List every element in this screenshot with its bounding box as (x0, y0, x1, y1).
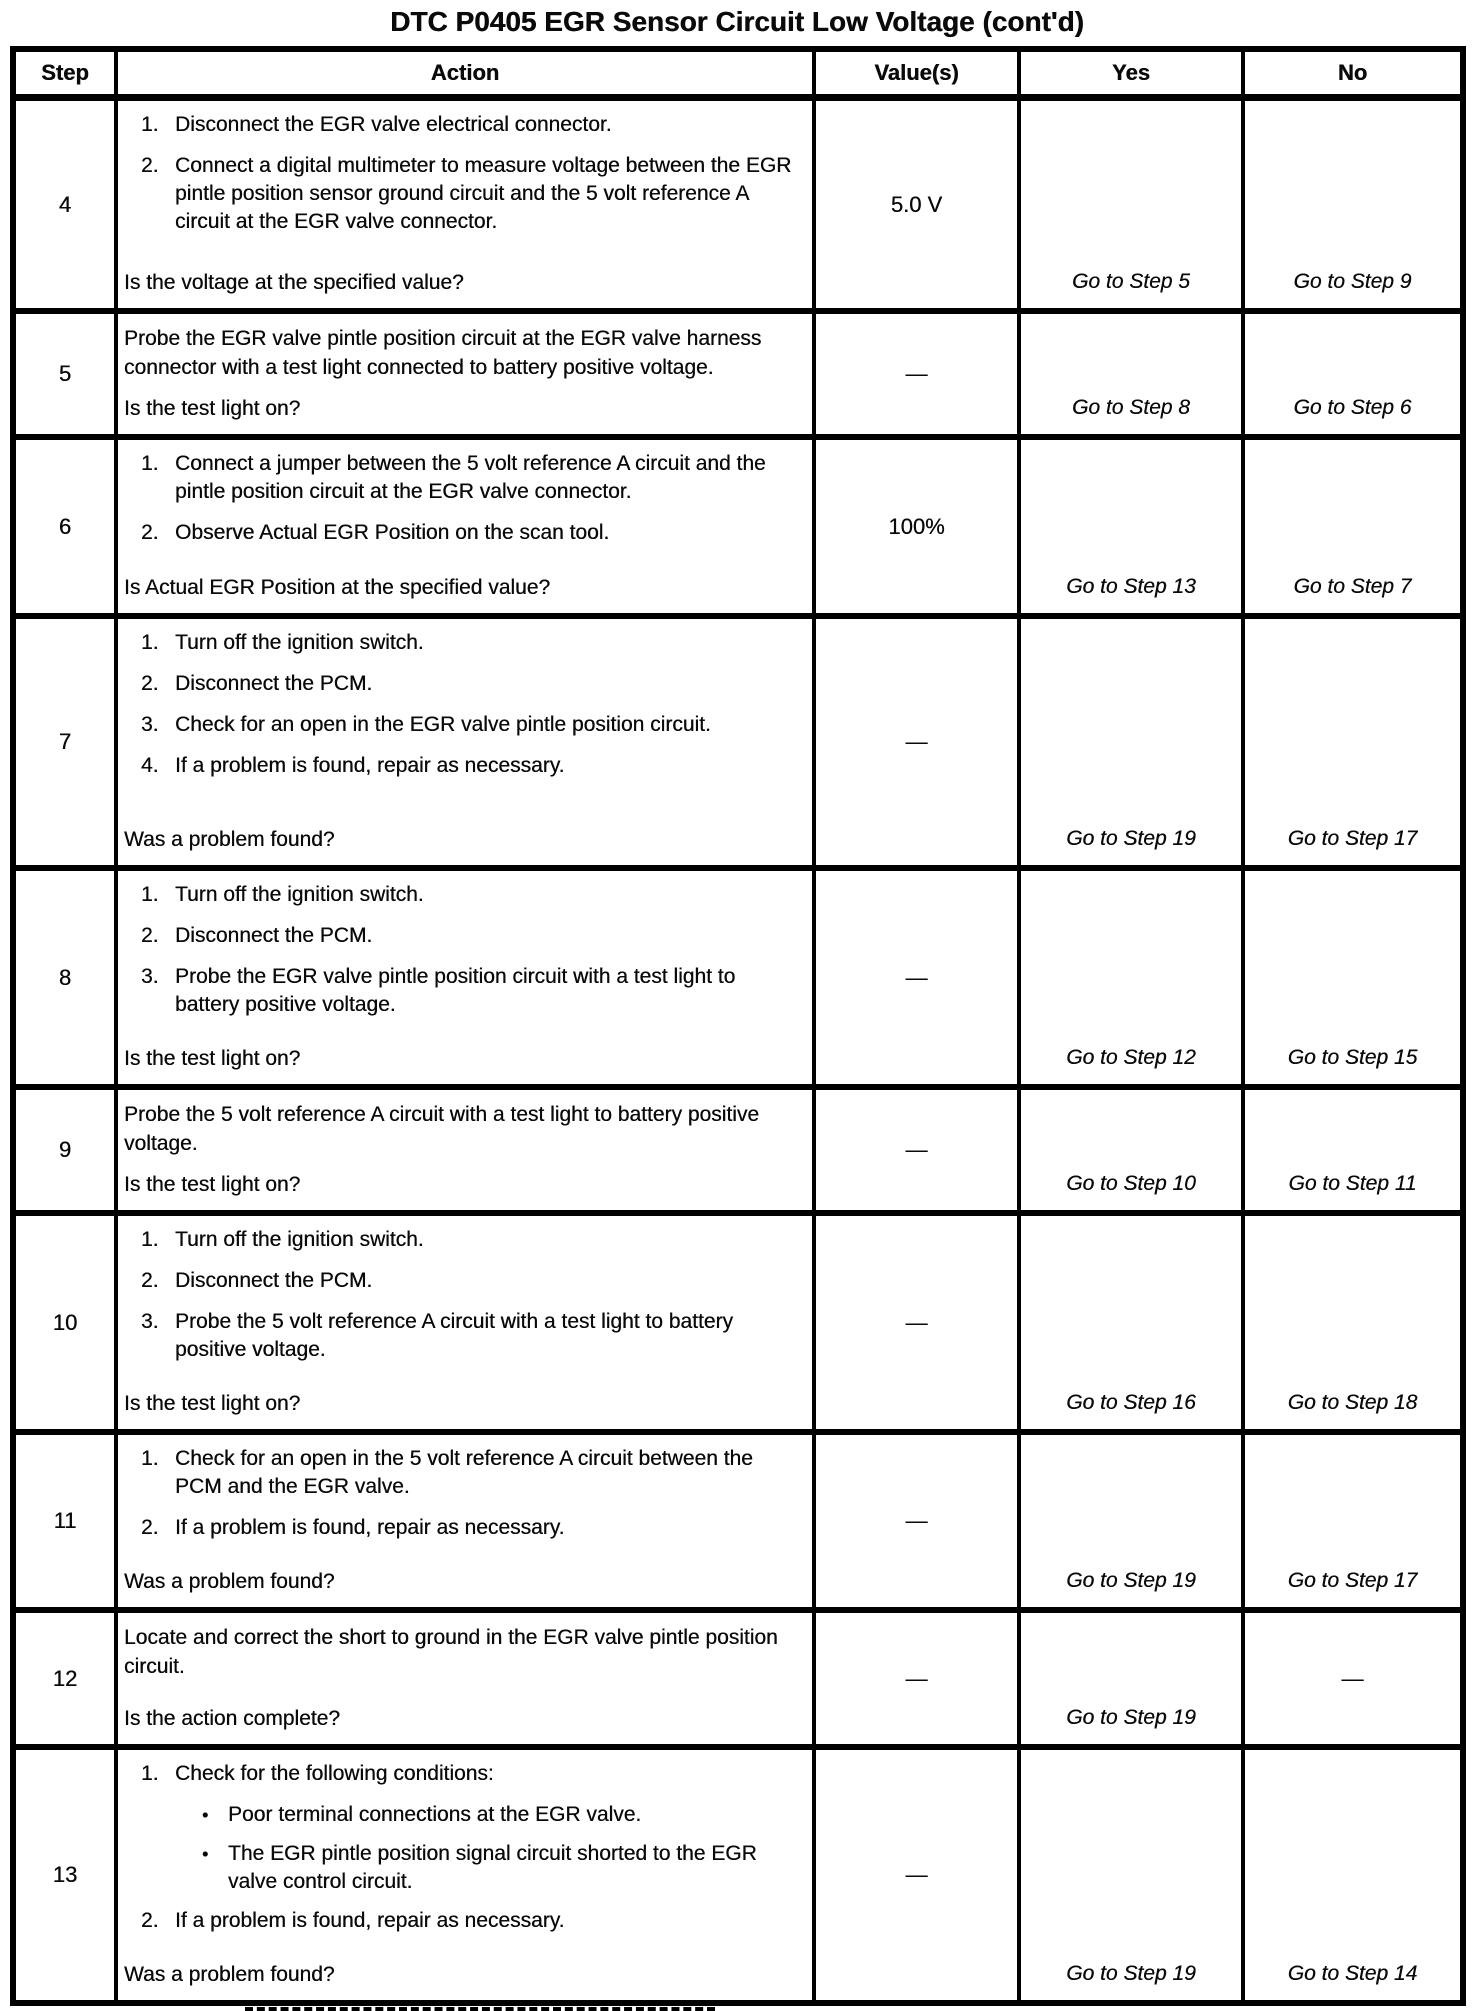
item-marker: 2. (141, 154, 159, 177)
item-text: Connect a digital multimeter to measure voltage between the EGR pintle position sensor ground circuit and the 5 volt reference A circuit at the EGR valve connector. (175, 154, 792, 233)
step-number: 7 (13, 616, 116, 868)
header-no: No (1243, 49, 1463, 98)
yes-cell: Go to Step 16 (1019, 1213, 1243, 1432)
item-text: The EGR pintle position signal circuit shorted to the EGR valve control circuit. (228, 1842, 757, 1893)
item-text: Disconnect the PCM. (175, 672, 373, 695)
action-list (124, 1445, 804, 1555)
question-text: Is the test light on? (124, 397, 301, 420)
item-text: Connect a jumper between the 5 volt reference A circuit and the pintle position circuit at the EGR valve connector. (175, 452, 766, 503)
item-marker: 2. (141, 1269, 159, 1292)
action-item (124, 963, 804, 1019)
item-text: If a problem is found, repair as necessary. (175, 754, 565, 777)
no-cell: Go to Step 14 (1243, 1747, 1463, 2003)
item-marker: 1. (141, 1447, 159, 1470)
table-row (13, 1432, 1463, 1610)
no-cell: Go to Step 15 (1243, 868, 1463, 1087)
no-cell: Go to Step 9 (1243, 98, 1463, 312)
action-item (124, 450, 804, 506)
item-marker: 2. (141, 521, 159, 544)
item-text: If a problem is found, repair as necessary. (175, 1516, 565, 1539)
action-item (124, 1514, 804, 1542)
page-title: DTC P0405 EGR Sensor Circuit Low Voltage (cont'd) (390, 6, 1084, 37)
value-cell: — (814, 1213, 1019, 1432)
action-item (124, 1760, 804, 1788)
value-cell: — (814, 1432, 1019, 1610)
action-item (124, 629, 804, 657)
item-text: Poor terminal connections at the EGR valve. (228, 1803, 642, 1826)
action-bullet-item (124, 1840, 804, 1896)
header-value: Value(s) (814, 49, 1019, 98)
action-list (124, 111, 804, 249)
step-number: 5 (13, 311, 116, 437)
table-row (13, 1213, 1463, 1432)
no-cell: Go to Step 6 (1243, 311, 1463, 437)
value-cell: — (814, 1747, 1019, 2003)
yes-cell: Go to Step 13 (1019, 437, 1243, 616)
item-text: Observe Actual EGR Position on the scan tool. (175, 521, 610, 544)
item-text: Check for an open in the EGR valve pintle position circuit. (175, 713, 711, 736)
action-list (124, 1226, 804, 1377)
step-number: 4 (13, 98, 116, 312)
item-marker: 1. (141, 452, 159, 475)
header-yes: Yes (1019, 49, 1243, 98)
action-cell (116, 1087, 814, 1213)
table-row (13, 437, 1463, 616)
step-number: 6 (13, 437, 116, 616)
action-item (124, 1267, 804, 1295)
yes-cell: Go to Step 10 (1019, 1087, 1243, 1213)
question-text: Is the action complete? (124, 1707, 340, 1730)
yes-cell: Go to Step 19 (1019, 1432, 1243, 1610)
item-marker: 1. (141, 1228, 159, 1251)
item-marker: 2. (141, 672, 159, 695)
yes-cell: Go to Step 19 (1019, 1610, 1243, 1747)
table-header-row (13, 49, 1463, 98)
no-cell: — (1243, 1610, 1463, 1747)
scan-artifact-line (245, 2007, 715, 2011)
question-text: Is the test light on? (124, 1047, 301, 1070)
item-text: Turn off the ignition switch. (175, 883, 424, 906)
question-text: Was a problem found? (124, 1963, 335, 1986)
action-text: Probe the EGR valve pintle position circuit at the EGR valve harness connector with a test light connected to battery positive voltage. (124, 327, 762, 379)
action-item (124, 519, 804, 547)
question-text: Is the test light on? (124, 1392, 301, 1415)
action-cell (116, 616, 814, 868)
bullet-icon: • (202, 1805, 209, 1825)
action-item (124, 1226, 804, 1254)
step-number: 9 (13, 1087, 116, 1213)
item-text: Check for an open in the 5 volt reference A circuit between the PCM and the EGR valve. (175, 1447, 753, 1498)
item-marker: 3. (141, 1310, 159, 1333)
no-cell: Go to Step 11 (1243, 1087, 1463, 1213)
action-list (124, 1760, 804, 1948)
value-cell: 100% (814, 437, 1019, 616)
yes-cell: Go to Step 19 (1019, 1747, 1243, 2003)
item-marker: 3. (141, 713, 159, 736)
action-item (124, 922, 804, 950)
question-text: Was a problem found? (124, 1570, 335, 1593)
step-number: 8 (13, 868, 116, 1087)
table-row (13, 1747, 1463, 2003)
action-item (124, 111, 804, 139)
action-list (124, 450, 804, 560)
diagnostic-table (10, 46, 1466, 2006)
yes-cell: Go to Step 5 (1019, 98, 1243, 312)
question-text: Is the voltage at the specified value? (124, 271, 464, 294)
question-text: Is the test light on? (124, 1173, 301, 1196)
no-cell: Go to Step 18 (1243, 1213, 1463, 1432)
no-cell: Go to Step 17 (1243, 616, 1463, 868)
step-number: 10 (13, 1213, 116, 1432)
action-list (124, 629, 804, 793)
action-cell (116, 311, 814, 437)
item-marker: 2. (141, 1909, 159, 1932)
step-number: 12 (13, 1610, 116, 1747)
no-cell: Go to Step 7 (1243, 437, 1463, 616)
table-row (13, 616, 1463, 868)
no-cell: Go to Step 17 (1243, 1432, 1463, 1610)
item-marker: 3. (141, 965, 159, 988)
item-text: If a problem is found, repair as necessary. (175, 1909, 565, 1932)
action-item (124, 881, 804, 909)
item-marker: 1. (141, 631, 159, 654)
yes-cell: Go to Step 8 (1019, 311, 1243, 437)
item-text: Check for the following conditions: (175, 1762, 494, 1785)
item-marker: 1. (141, 883, 159, 906)
action-item (124, 752, 804, 780)
action-cell (116, 1610, 814, 1747)
table-row (13, 311, 1463, 437)
header-action: Action (116, 49, 814, 98)
action-item (124, 670, 804, 698)
step-number: 13 (13, 1747, 116, 2003)
item-marker: 2. (141, 1516, 159, 1539)
table-row (13, 868, 1463, 1087)
action-text: Probe the 5 volt reference A circuit with a test light to battery positive voltage. (124, 1103, 759, 1155)
item-text: Disconnect the PCM. (175, 1269, 373, 1292)
step-number: 11 (13, 1432, 116, 1610)
action-item (124, 711, 804, 739)
item-marker: 1. (141, 113, 159, 136)
action-item (124, 1308, 804, 1364)
bullet-icon: • (202, 1844, 209, 1864)
question-text: Was a problem found? (124, 828, 335, 851)
value-cell: — (814, 311, 1019, 437)
action-item (124, 1445, 804, 1501)
action-cell (116, 437, 814, 616)
value-cell: 5.0 V (814, 98, 1019, 312)
item-marker: 4. (141, 754, 159, 777)
table-row (13, 1087, 1463, 1213)
action-list (124, 881, 804, 1032)
value-cell: — (814, 868, 1019, 1087)
item-text: Probe the 5 volt reference A circuit with a test light to battery positive voltage. (175, 1310, 733, 1361)
value-cell: — (814, 616, 1019, 868)
action-cell (116, 1432, 814, 1610)
value-cell: — (814, 1087, 1019, 1213)
item-text: Disconnect the PCM. (175, 924, 373, 947)
item-text: Turn off the ignition switch. (175, 631, 424, 654)
action-cell (116, 1213, 814, 1432)
action-bullet-item (124, 1801, 804, 1829)
yes-cell: Go to Step 12 (1019, 868, 1243, 1087)
value-cell: — (814, 1610, 1019, 1747)
item-text: Probe the EGR valve pintle position circuit with a test light to battery positive voltage. (175, 965, 736, 1016)
header-step: Step (13, 49, 116, 98)
item-text: Disconnect the EGR valve electrical connector. (175, 113, 612, 136)
action-cell (116, 1747, 814, 2003)
table-row (13, 98, 1463, 312)
action-text: Locate and correct the short to ground in the EGR valve pintle position circuit. (124, 1626, 778, 1678)
action-cell (116, 868, 814, 1087)
action-item (124, 152, 804, 236)
action-cell (116, 98, 814, 312)
question-text: Is Actual EGR Position at the specified value? (124, 576, 551, 599)
table-row (13, 1610, 1463, 1747)
item-text: Turn off the ignition switch. (175, 1228, 424, 1251)
item-marker: 1. (141, 1762, 159, 1785)
yes-cell: Go to Step 19 (1019, 616, 1243, 868)
action-item (124, 1907, 804, 1935)
item-marker: 2. (141, 924, 159, 947)
